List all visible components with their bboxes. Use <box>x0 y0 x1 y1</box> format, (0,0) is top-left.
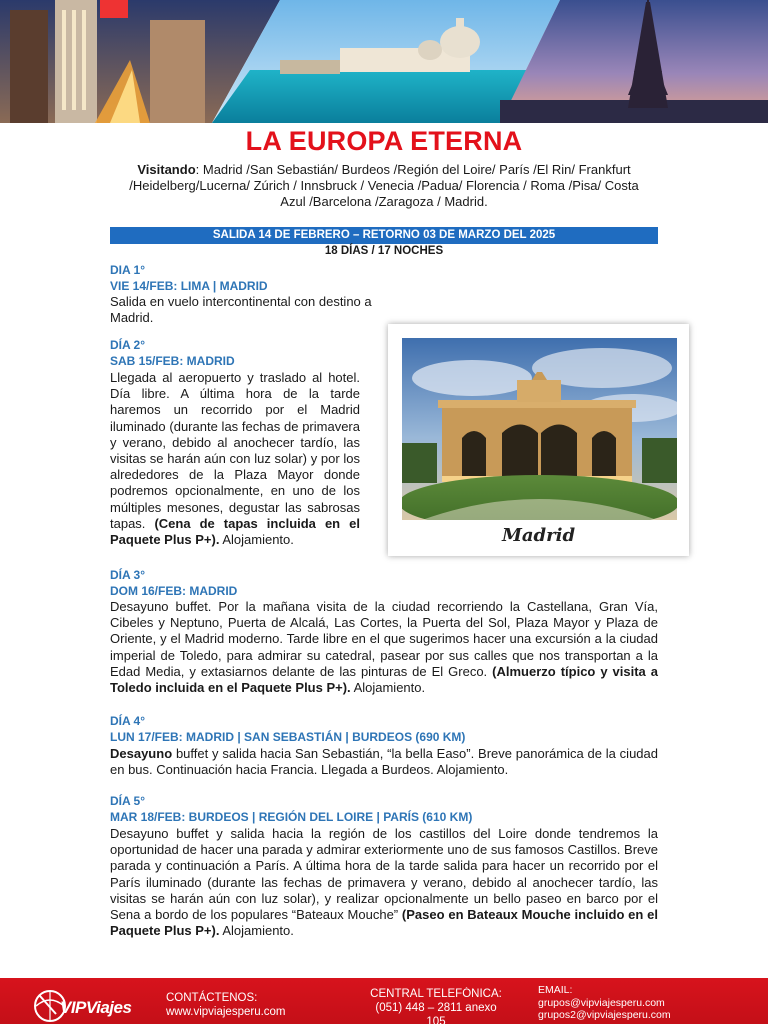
contact-label: CONTÁCTENOS: <box>166 992 258 1004</box>
visiting-destinations <box>120 162 648 210</box>
departure-banner: SALIDA 14 DE FEBRERO – RETORNO 03 DE MARZO DEL 2025 <box>110 227 658 244</box>
email-link-1[interactable]: grupos@vipviajesperu.com <box>538 996 665 1009</box>
day-4-lead: Desayuno <box>110 746 173 761</box>
header-banner-collage <box>0 0 768 123</box>
day-2-tail: Alojamiento. <box>219 532 294 548</box>
trip-duration: 18 DÍAS / 17 NOCHES <box>324 245 444 257</box>
banner-photos <box>0 0 768 123</box>
day-4-route: LUN 17/FEB: MADRID | SAN SEBASTIÁN | BURDEOS (690 KM) <box>110 730 466 744</box>
website-link[interactable]: www.vipviajesperu.com <box>166 1006 286 1018</box>
page-title: LA EUROPA ETERNA <box>245 126 523 156</box>
day-5-plus-note: (Paseo en Bateaux Mouche incluido en el Paquete Plus P+). <box>110 907 658 939</box>
puerta-de-alcala-photo <box>402 338 677 520</box>
email-block <box>538 984 671 1022</box>
day-3-text: Desayuno buffet. Por la mañana visita de la ciudad recorriendo la Castellana, Gran Vía, Cibeles y Neptuno, Puerta de Alcalá, Las Cortes, la Puerta del Sol, Plaza Mayor y Plaza de Oriente, y el Madrid moderno. Tarde libre en el que sugerimos hacer una excursión a la ciudad imperial de Toledo, para admirar su catedral, pasear por sus calles que nos transportan a la Edad Media, y extasiarnos delante de las pinturas de El Greco. <box>110 599 658 679</box>
day-3-plus-note: (Almuerzo típico y visita a Toledo incluida en el Paquete Plus P+). <box>110 663 659 696</box>
phone-block <box>358 987 514 1024</box>
email-label: EMAIL: <box>538 984 573 996</box>
photo-caption: Madrid <box>501 525 576 546</box>
day-5-label: DÍA 5° <box>110 794 146 808</box>
phone-number[interactable]: (051) 448 – 2811 anexo <box>375 1002 497 1014</box>
day-3-tail: Alojamiento. <box>350 680 426 696</box>
contact-footer <box>0 978 768 1024</box>
day-4-text: buffet y salida hacia San Sebastián, “la bella Easo”. Breve panorámica de la ciudad en bus. Continuación hacia Francia. Llegada a Burdeos. Alojamiento. <box>110 746 658 778</box>
day-1-label: DIA 1° <box>110 263 146 277</box>
day-2-text: Llegada al aeropuerto y traslado al hotel. Día libre. A última hora de la tarde haremos un recorrido por el Madrid iluminado (durante las fechas de primavera y verano, debido al anochecer tardío, las visitas se harán aún con luz solar) y por los alrededores de la Plaza Mayor donde podremos opcionalmente, en uno de los múltiples mesones, degustar las sabrosas tapas. <box>110 370 360 531</box>
phone-label: CENTRAL TELEFÓNICA: <box>370 988 502 1000</box>
phone-extension: 105 <box>426 1016 446 1024</box>
day-4-label: DÍA 4° <box>110 714 146 728</box>
day-2-description <box>110 370 360 548</box>
brand-name: VIPViajes <box>60 998 132 1017</box>
madrid-photo-card <box>388 324 689 556</box>
visiting-label: Visitando <box>137 162 196 177</box>
day-3-description <box>110 599 658 696</box>
day-3-label: DÍA 3° <box>110 568 146 582</box>
day-2-label: DÍA 2° <box>110 338 146 352</box>
day-5-route: MAR 18/FEB: BURDEOS | REGIÓN DEL LOIRE | PARÍS (610 KM) <box>110 810 473 824</box>
email-link-2[interactable]: grupos2@vipviajesperu.com <box>538 1009 671 1021</box>
visiting-list: : Madrid /San Sebastián/ Burdeos /Región del Loire/ París /El Rin/ Frankfurt /Heidelberg/Lucerna/ Zúrich / Innsbruck / Venecia /Padua/ Florencia / Roma /Pisa/ Costa Azul /Barcelona /Zaragoza / Madrid. <box>129 162 639 209</box>
day-5-description <box>110 826 658 939</box>
day-5-tail: Alojamiento. <box>219 923 294 939</box>
day-1-route: VIE 14/FEB: LIMA | MADRID <box>110 279 268 293</box>
contact-block <box>166 991 286 1019</box>
day-2-plus-note: (Cena de tapas incluida en el Paquete Plus P+). <box>110 515 360 548</box>
day-1-description: Salida en vuelo intercontinental con destino a Madrid. <box>110 294 372 326</box>
day-5-text: Desayuno buffet y salida hacia la región de los castillos del Loire donde tendremos la oportunidad de hacer una parada y admirar exteriormente uno de sus famosos Castillos. Breve parada y continuación a París. A última hora de la tarde salida para hacer un recorrido por el París iluminado (durante las fechas de primavera y verano, debido al anochecer tardío, las visitas se harán aún con luz solar), y realizar opcionalmente un bello paseo en barco por el Sena a bordo de los populares “Bateaux Mouche” <box>110 826 658 923</box>
day-3-route: DOM 16/FEB: MADRID <box>110 584 238 598</box>
day-4-description <box>110 746 658 778</box>
day-2-route: SAB 15/FEB: MADRID <box>110 354 235 368</box>
